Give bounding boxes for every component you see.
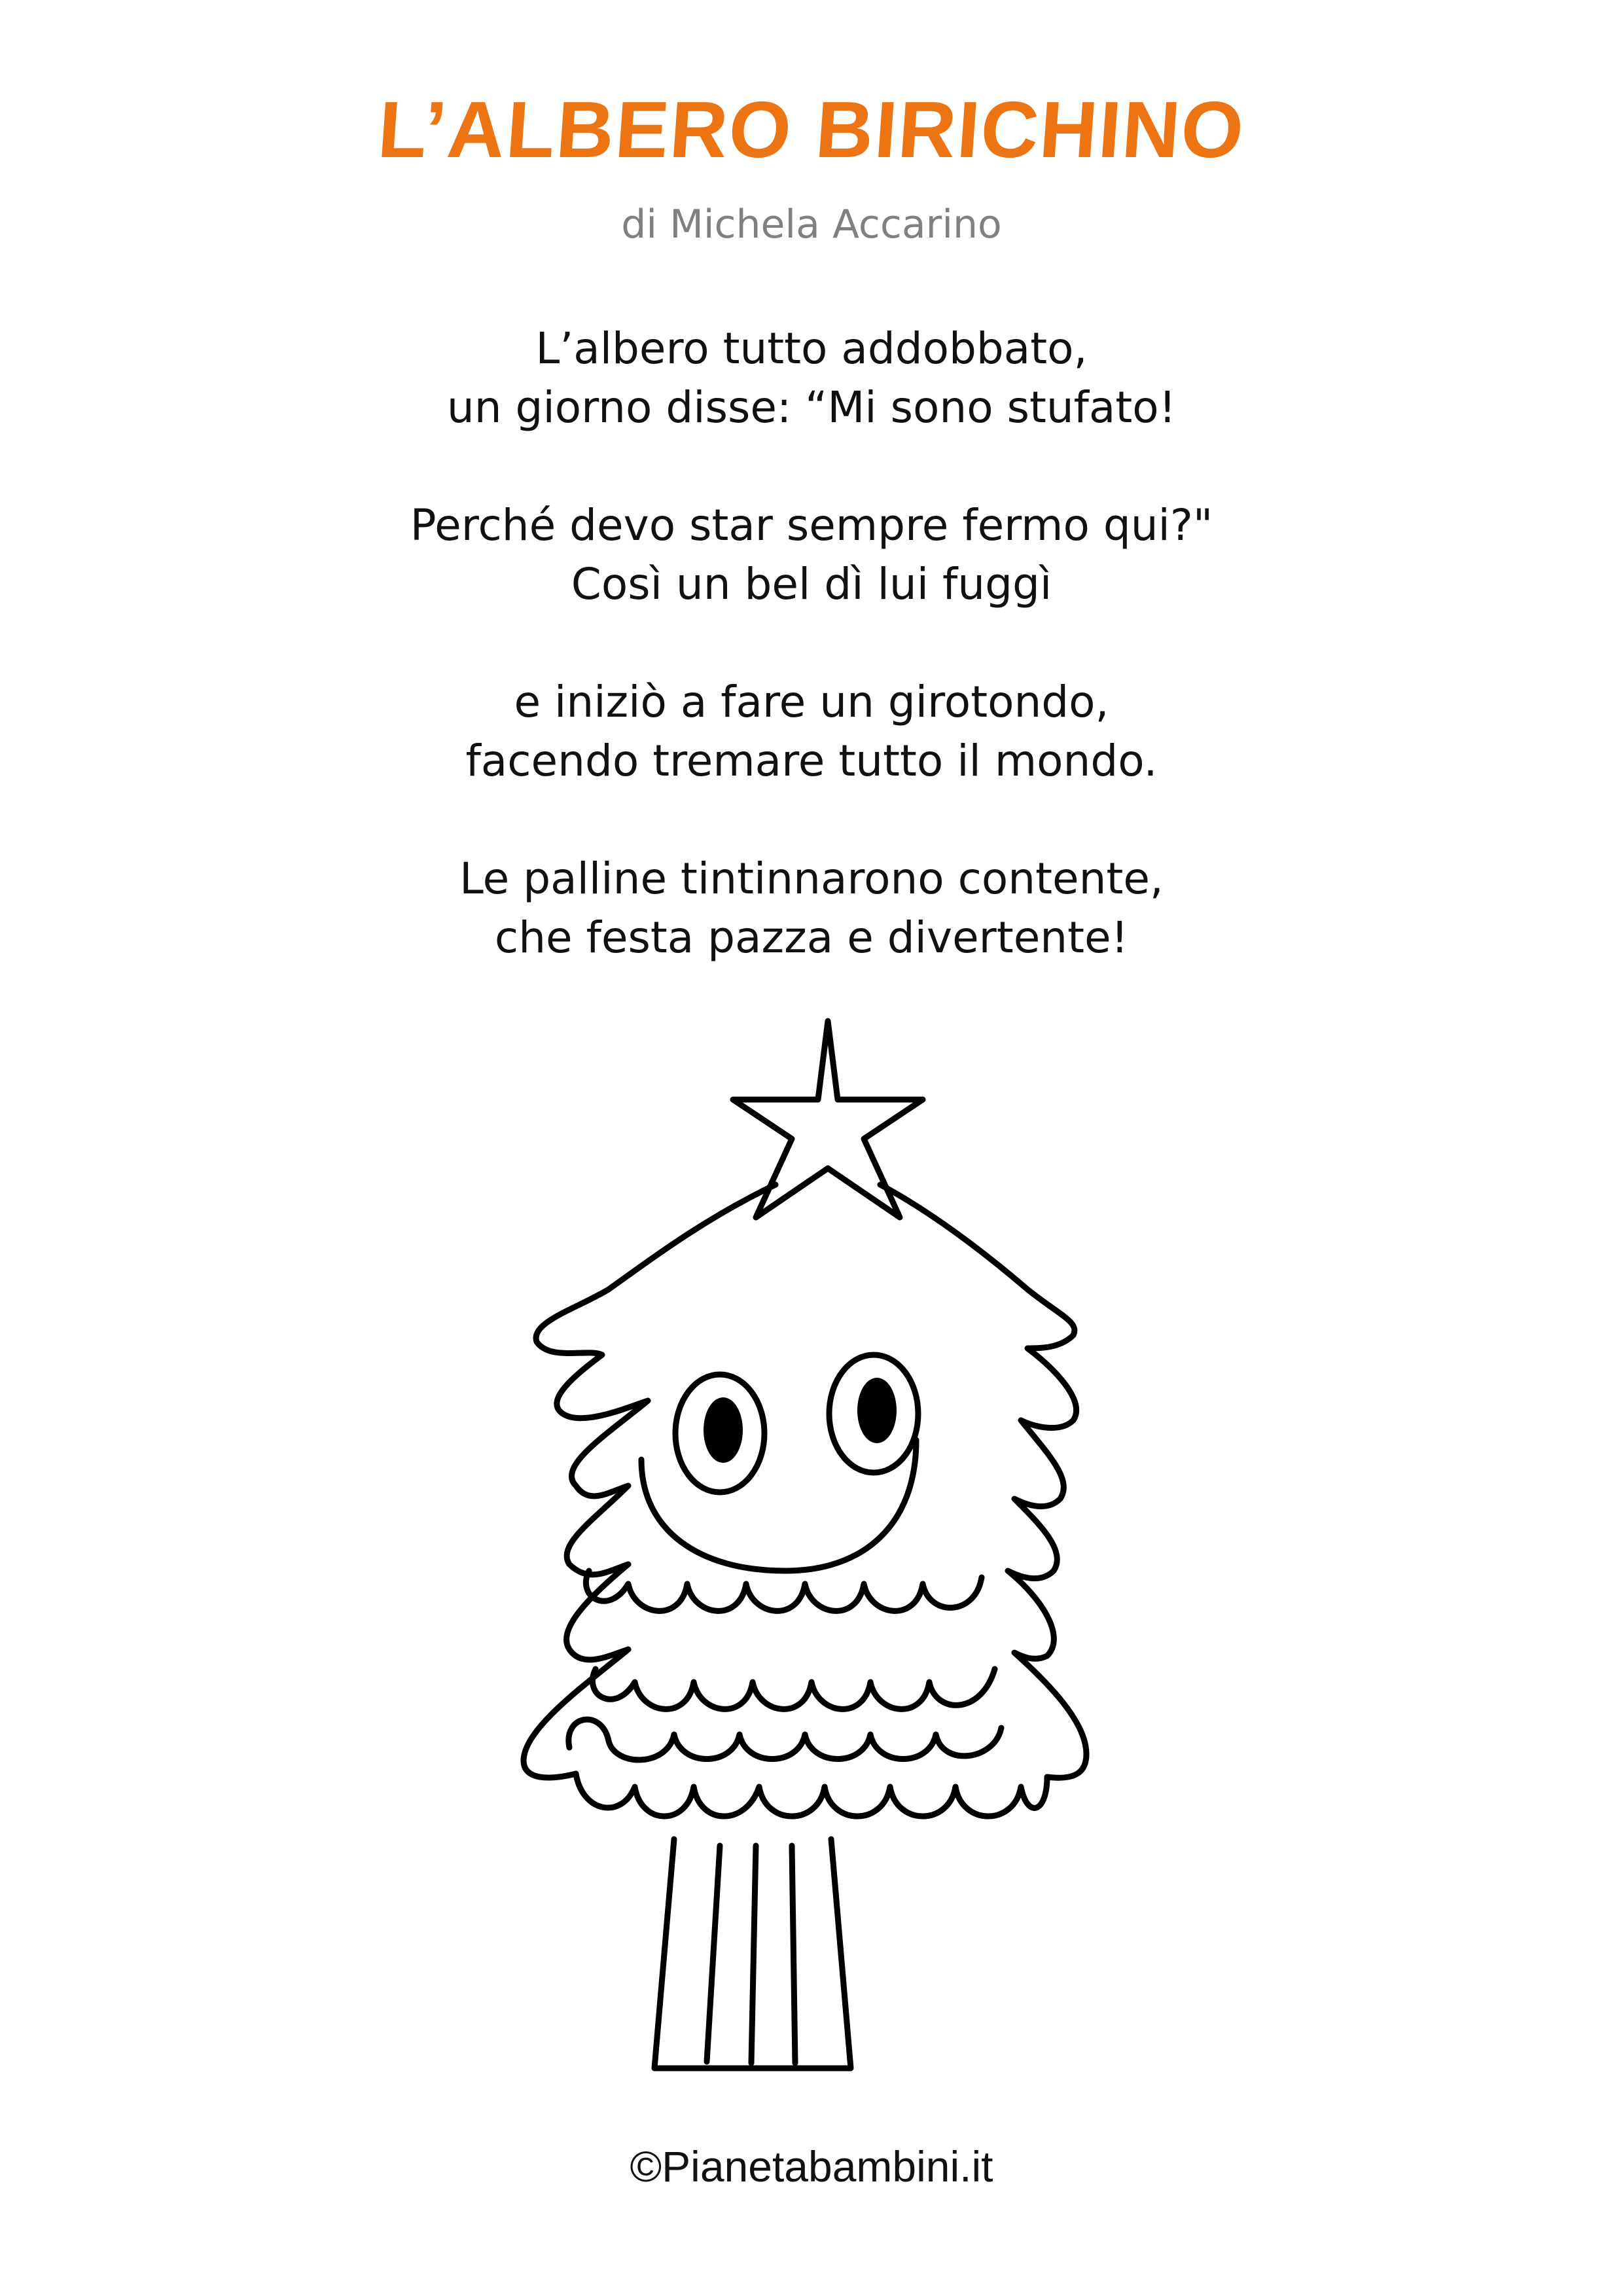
poem-line: e iniziò a fare un girotondo, xyxy=(514,677,1109,727)
poem-stanza xyxy=(0,496,1623,614)
copyright-footer: ©Pianetabambini.it xyxy=(630,2142,993,2191)
left-pupil xyxy=(704,1397,743,1463)
tree-canopy-left xyxy=(524,1185,776,1778)
poem-line: che festa pazza e divertente! xyxy=(494,912,1129,963)
tree-scallop-row xyxy=(586,1571,982,1611)
poem-line: Così un bel dì lui fuggì xyxy=(571,559,1052,609)
right-pupil xyxy=(857,1378,897,1443)
author-line: di Michela Accarino xyxy=(621,202,1002,247)
poem-line: un giorno disse: “Mi sono stufato! xyxy=(446,382,1177,433)
trunk-stripe xyxy=(751,1846,756,2063)
tree-bottom-edge xyxy=(576,1774,1047,1816)
poem-line: Perché devo star sempre fermo qui?" xyxy=(410,500,1213,550)
poem-body xyxy=(0,319,1623,1026)
star-icon xyxy=(733,1021,923,1217)
page-title: L’ALBERO BIRICHINO xyxy=(375,85,1248,174)
poem-stanza xyxy=(0,850,1623,967)
poem-line: L’albero tutto addobbato, xyxy=(535,323,1088,374)
poem-stanza xyxy=(0,319,1623,437)
poem-line: facendo tremare tutto il mondo. xyxy=(465,736,1158,786)
tree-scallop-row xyxy=(592,1669,995,1709)
poem-line: Le palline tintinnarono contente, xyxy=(459,853,1164,904)
trunk-stripe xyxy=(707,1846,720,2062)
poem-stanza xyxy=(0,673,1623,791)
trunk-stripe xyxy=(792,1846,795,2063)
tree-scallop-row xyxy=(569,1719,1001,1760)
christmas-tree-icon xyxy=(393,1008,1230,2121)
